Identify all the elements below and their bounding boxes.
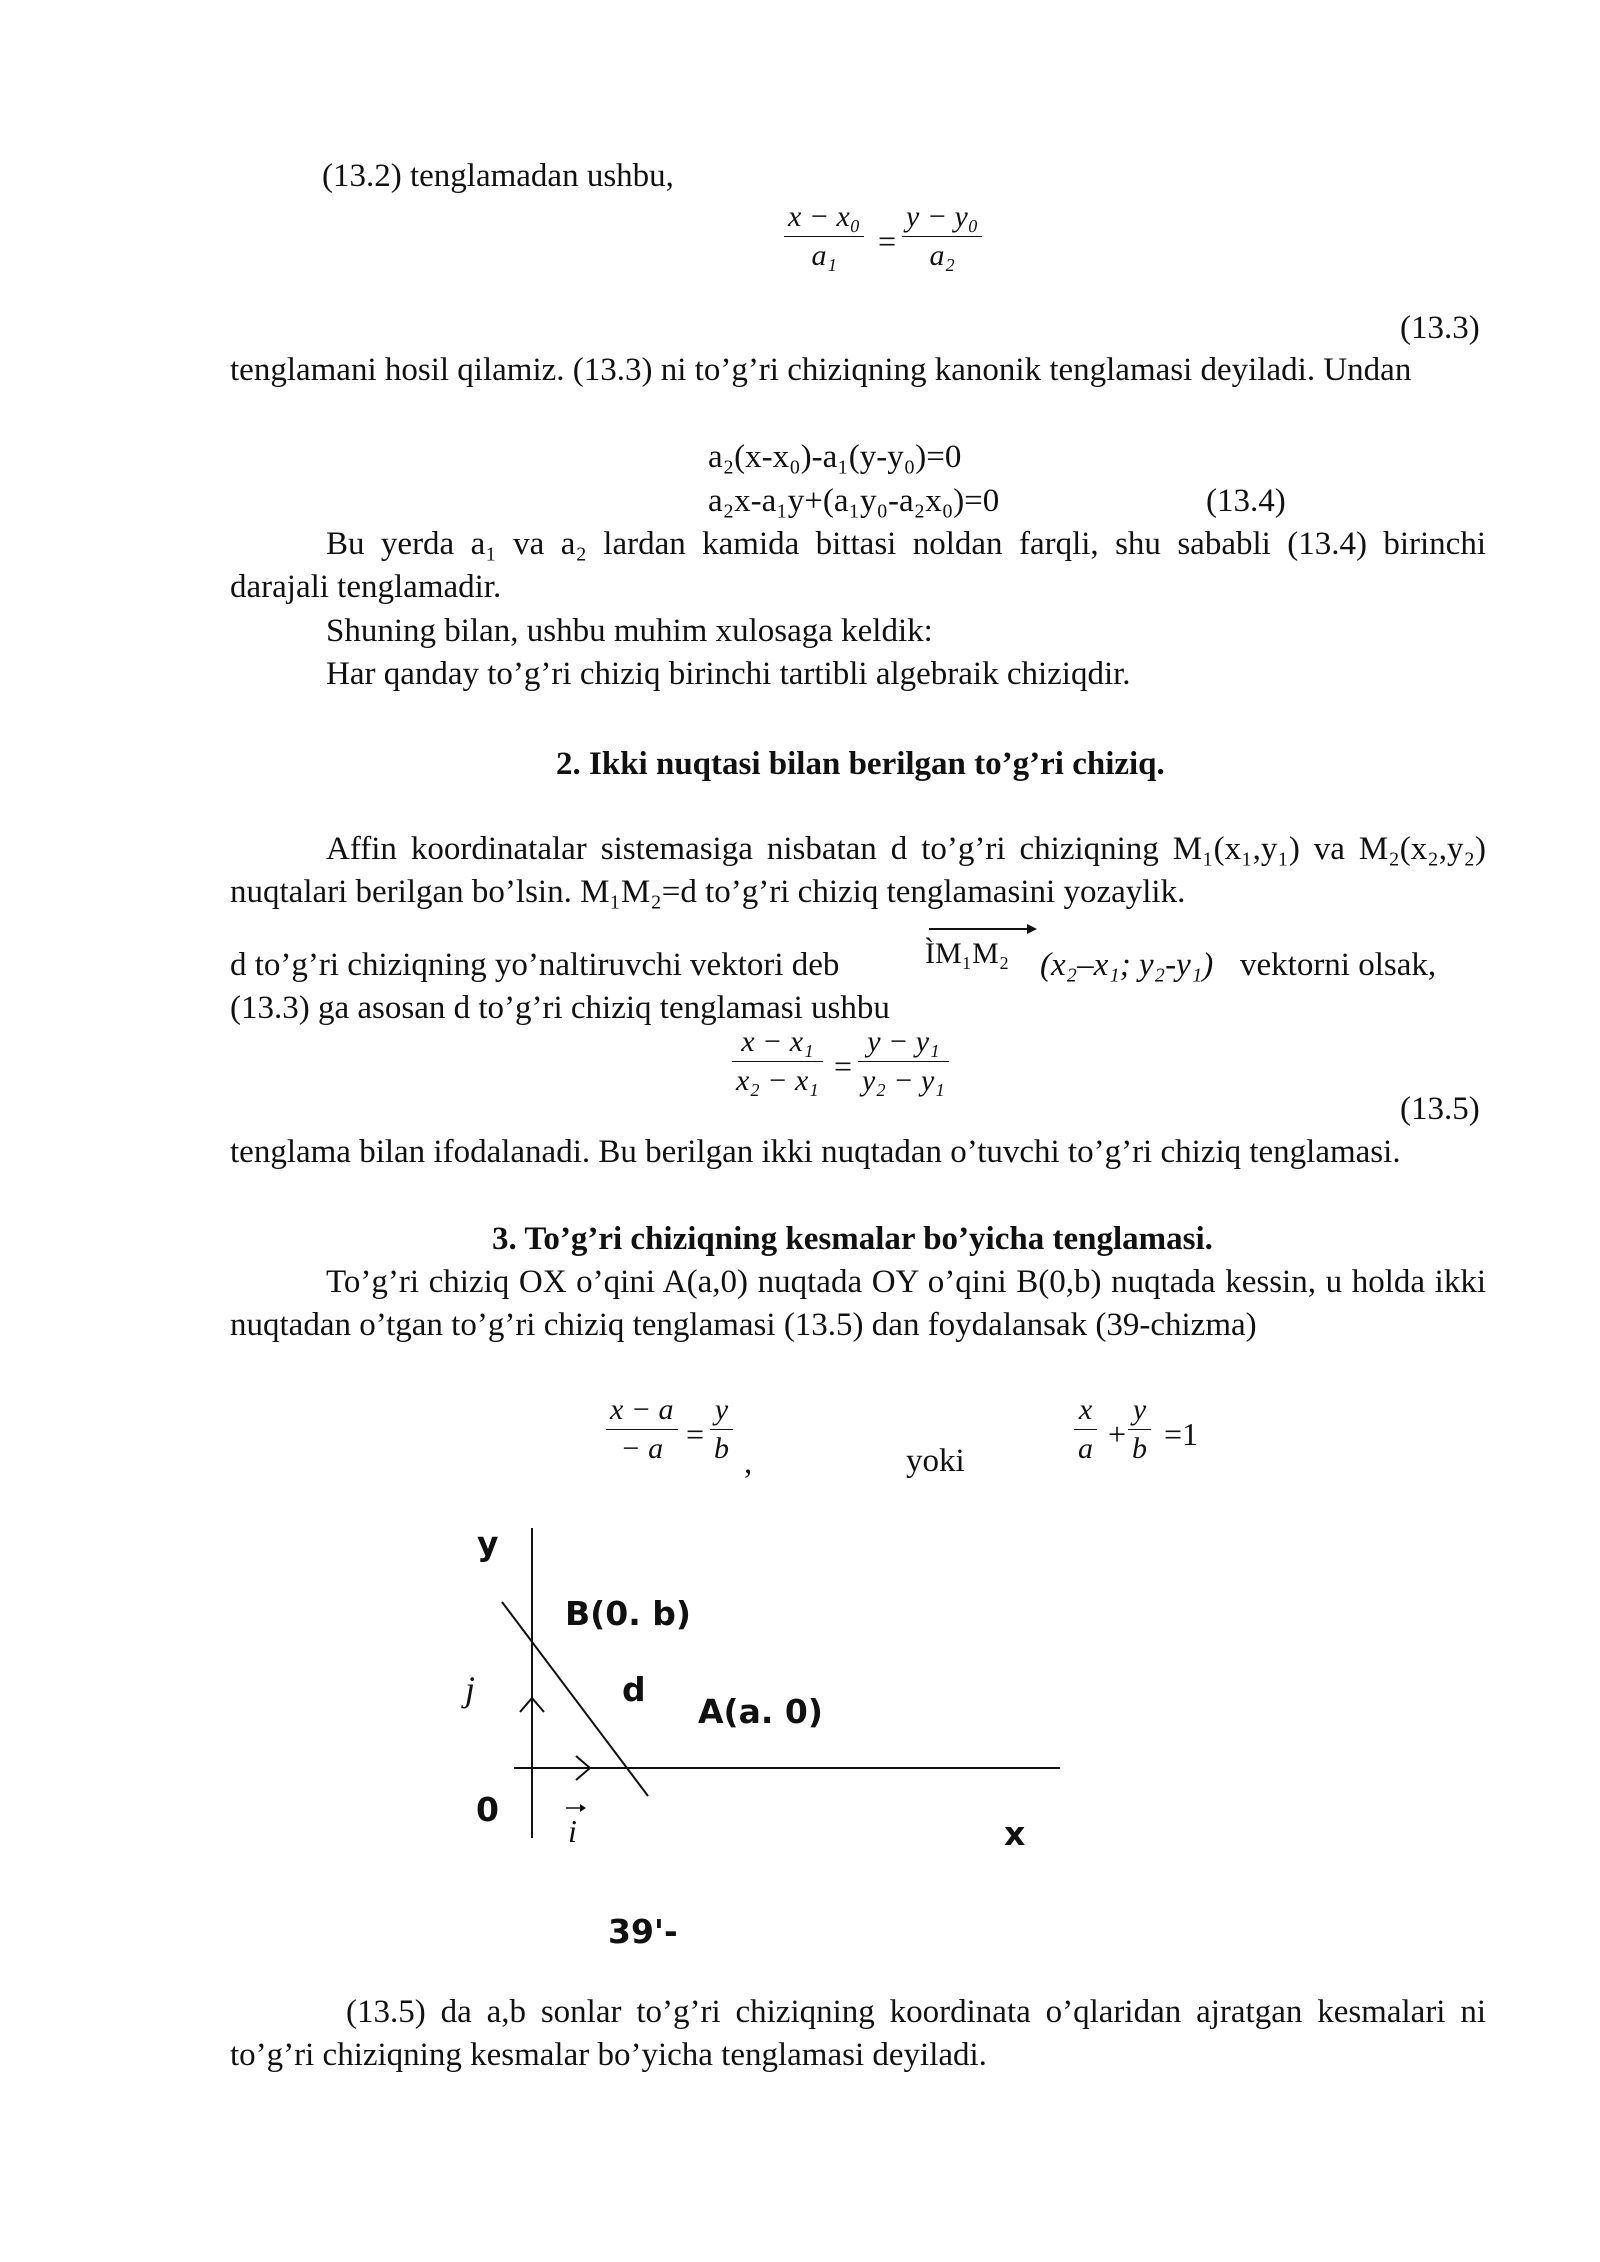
figure-caption: 39'- [608,1912,678,1951]
x-axis-label: x [1004,1814,1026,1853]
equals-sign: = [878,223,897,259]
paragraph-bu-yerda: Bu yerda a₁ va a₂ lardan kamida bittasi noldan farqli, shu sababli (13.4) birinchi darajali tenglamadir. [230,526,1486,605]
equation-13-4b: a₂x-a₁y+(a₁y₀-a₂x₀)=0 [708,483,1000,519]
equation-number-13-3: (13.3) [1400,310,1480,346]
text-line-132: (13.2) tenglamadan ushbu, [322,158,674,194]
paragraph-final: (13.5) da a,b sonlar to’g’ri chiziqning koordinata o’qlaridan ajratgan kesmalari ni to’g’ri chiziqning kesmalar bo’yicha tenglamasi deyiladi. [230,1994,1486,2073]
paragraph-13-3-asos: (13.3) ga asosan d to’g’ri chiziq tenglamasi ushbu [230,990,890,1026]
line-d-label: d [622,1670,646,1709]
comma: , [744,1445,753,1481]
i-vector-mark-head [580,1804,586,1812]
j-vector-label: j [465,1669,476,1709]
vector-coordinates: (x₂–x₁; y₂-y₁) [1040,947,1214,983]
paragraph-tenglama: tenglama bilan ifodalanadi. Bu berilgan ikki nuqtadan o’tuvchi to’g’ri chiziq tenglamasi. [230,1134,1401,1170]
fraction-y-over-b: y b [1128,1393,1151,1466]
origin-label: 0 [476,1790,499,1829]
fraction-right: y − y₀ a₂ [902,200,982,273]
fraction-right: y − y₁ y₂ − y₁ [858,1025,949,1098]
section-heading-3: 3. To’g’ri chiziqning kesmalar bo’yicha tenglamasi. [492,1221,1213,1257]
y-axis-label: y [477,1524,499,1563]
paragraph-kanonik: tenglamani hosil qilamiz. (13.3) ni to’g’ri chiziqning kanonik tenglamasi deyiladi. Undan [230,352,1412,388]
equals-sign: = [834,1048,853,1084]
paragraph-shuning: Shuning bilan, ushbu muhim xulosaga keldik: [326,613,933,649]
equation-number-13-4: (13.4) [1206,483,1286,519]
equals-sign: = [686,1416,705,1452]
point-a-label: A(a. 0) [698,1692,823,1731]
fraction-right: y b [710,1393,733,1466]
equals-one: =1 [1164,1416,1199,1452]
fraction-left: x − x₁ x₂ − x₁ [732,1025,823,1098]
paragraph-affin: Affin koordinatalar sistemasiga nisbatan d to’g’ri chiziqning M₁(x₁,y₁) va M₂(x₂,y₂) nuqtalari berilgan bo’lsin. M₁M₂=d to’g’ri chiziq tenglamasini yozaylik. [230,831,1486,910]
point-b-label: B(0. b) [565,1594,691,1633]
fraction-x-over-a: x a [1074,1393,1097,1466]
vector-text-tail: vektorni olsak, [1240,947,1437,983]
plus-sign: + [1108,1416,1127,1452]
paragraph-direction-vector: d to’g’ri chiziqning yo’naltiruvchi vektori deb [230,947,840,983]
section-heading-2: 2. Ikki nuqtasi bilan berilgan to’g’ri chiziq. [556,746,1165,782]
equation-13-4a: a₂(x-x₀)-a₁(y-y₀)=0 [708,439,962,475]
i-vector-label: i [568,1813,577,1849]
paragraph-har-qanday: Har qanday to’g’ri chiziq birinchi tartibli algebraik chiziqdir. [326,656,1131,692]
paragraph-togri-chiziq: To’g’ri chiziq OX o’qini A(a,0) nuqtada OY o’qini B(0,b) nuqtada kessin, u holda ikki nuqtadan o’tgan to’g’ri chiziq tenglamasi (13.5) dan foydalansak (39-chizma) [230,1264,1486,1343]
equation-number-13-5: (13.5) [1400,1091,1480,1127]
word-yoki: yoki [906,1443,965,1479]
vector-m1m2: ÌM₁M₂ [925,932,1009,975]
fraction-left: x − x₀ a₁ [784,200,864,273]
fraction-left: x − a − a [606,1393,678,1466]
